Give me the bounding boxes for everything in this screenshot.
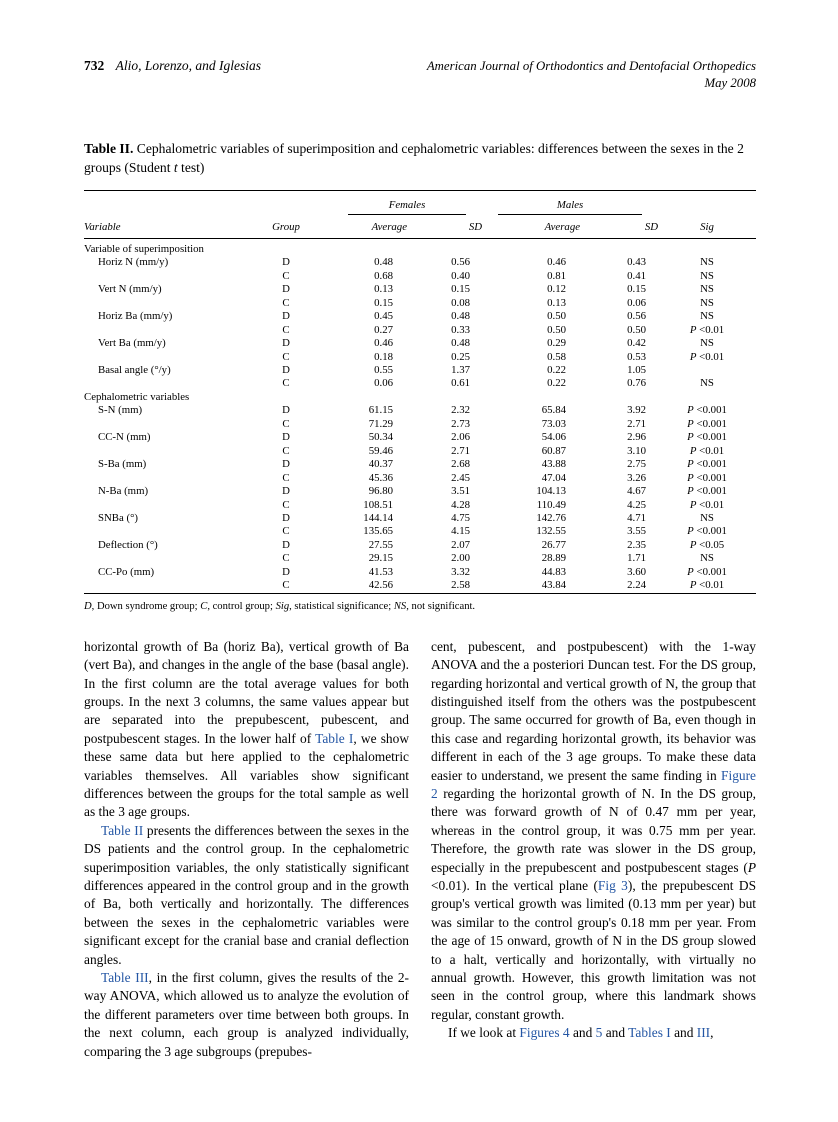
column-header-females-average: Average	[332, 215, 407, 239]
body-paragraph	[431, 1024, 756, 1042]
cell-variable	[84, 579, 240, 593]
females-group-header	[332, 190, 482, 215]
column-header-males-sd: SD	[580, 215, 658, 239]
cell-males-sd: 0.06	[627, 296, 647, 309]
sig-p-symbol: P	[687, 431, 694, 444]
cell-variable: Deflection (°)	[98, 538, 158, 551]
cell-sig: P <0.001	[687, 404, 727, 417]
text-column-right	[431, 638, 756, 1061]
text-run: , in the first column, gives the results of the 2-way ANOVA, which allowed us to analyze the evolution of the different parameters over time between both groups. In the next column, each group is analyzed individually, comparing the 3 age subgroups (prepubes-	[84, 970, 409, 1059]
cell-sig: P <0.01	[689, 498, 725, 511]
section-label: Cephalometric variables	[84, 390, 190, 403]
body-paragraph	[84, 822, 409, 969]
cell-group: C	[282, 444, 290, 457]
cell-females-average: 59.46	[368, 444, 393, 457]
cell-group: C	[282, 296, 290, 309]
table-data-row	[84, 539, 756, 552]
cell-males-average: 132.55	[536, 525, 567, 538]
cell-females-average: 0.13	[374, 283, 393, 296]
sig-p-symbol: P	[687, 471, 694, 484]
cell-females-sd: 3.32	[451, 565, 471, 578]
cell-males-average: 43.84	[541, 579, 567, 592]
table-data-row	[84, 297, 756, 310]
cell-males-average: 60.87	[541, 444, 567, 457]
table-data-row	[84, 324, 756, 337]
cell-females-sd: 0.61	[451, 377, 471, 390]
cell-variable	[84, 472, 240, 485]
cell-females-average: 0.45	[374, 310, 393, 323]
body-paragraph	[84, 638, 409, 822]
cell-group: D	[282, 283, 290, 296]
cell-variable: CC-N (mm)	[98, 431, 151, 444]
column-header-group: Group	[240, 215, 332, 239]
cell-females-sd: 0.15	[451, 283, 471, 296]
cell-males-sd: 0.15	[627, 283, 647, 296]
cell-males-sd: 3.55	[627, 525, 647, 538]
cell-males-average: 54.06	[541, 431, 567, 444]
cell-females-average: 45.36	[368, 471, 393, 484]
cell-females-average: 0.15	[374, 296, 393, 309]
text-run: Sig	[275, 600, 290, 612]
sig-p-symbol: P	[687, 417, 694, 430]
cell-sig: P <0.001	[687, 431, 727, 444]
cell-group: C	[282, 377, 290, 390]
table-data-row	[84, 256, 756, 269]
cell-group: C	[282, 579, 290, 592]
cell-variable: S-Ba (mm)	[98, 458, 147, 471]
cell-variable: Vert Ba (mm/y)	[98, 337, 166, 350]
table-body	[84, 238, 756, 593]
cell-males-average: 0.81	[547, 269, 567, 282]
text-run: ), the prepubescent DS group's vertical growth was limited (0.13 mm per year) but was similar to the control group's 0.18 mm per year. From the age of 15 onward, growth of N in the DS group slowed to a halt, vertically and horizontally, with virtually no annual growth. However, this growth limitation was not seen in the control group, where this landmark shows regular, constant growth.	[431, 878, 757, 1022]
table-data-row	[84, 458, 756, 471]
cell-males-sd: 3.60	[627, 565, 647, 578]
cell-males-sd: 4.25	[627, 498, 647, 511]
cell-females-average: 0.27	[374, 323, 393, 336]
table-footnote	[84, 601, 756, 612]
cross-reference-link[interactable]: 5	[595, 1025, 603, 1041]
column-header-females-sd: SD	[407, 215, 482, 239]
cell-females-average: 96.80	[368, 485, 393, 498]
cell-females-sd: 2.68	[451, 458, 471, 471]
cell-variable	[84, 297, 240, 310]
table-head	[84, 190, 756, 238]
cell-females-sd: 1.37	[451, 364, 471, 377]
cell-males-average: 104.13	[536, 485, 567, 498]
group-header-spacer	[658, 190, 756, 215]
sig-p-symbol: P	[687, 404, 694, 417]
cell-group: D	[282, 364, 290, 377]
cell-variable: Horiz Ba (mm/y)	[98, 310, 173, 323]
cell-sig: P <0.001	[687, 525, 727, 538]
cell-group: C	[282, 498, 290, 511]
cell-variable	[84, 499, 240, 512]
cell-females-sd: 2.07	[451, 538, 471, 551]
table-ii	[84, 190, 756, 594]
table-data-row	[84, 485, 756, 498]
cell-males-sd: 4.67	[627, 485, 647, 498]
section-label: Variable of superimposition	[84, 242, 204, 255]
sig-p-symbol: P	[687, 458, 694, 471]
table-caption	[84, 139, 756, 178]
cell-females-average: 27.55	[368, 538, 393, 551]
table-data-row	[84, 579, 756, 593]
cell-females-sd: 0.33	[451, 323, 471, 336]
sig-p-symbol: P	[687, 525, 694, 538]
cell-males-average: 0.22	[547, 377, 567, 390]
cell-females-average: 50.34	[368, 431, 393, 444]
cell-group: C	[282, 525, 290, 538]
cell-males-sd: 0.43	[627, 256, 647, 269]
running-head	[84, 58, 756, 93]
cell-sig: NS	[700, 269, 714, 282]
cell-variable: Horiz N (mm/y)	[98, 256, 169, 269]
cell-males-sd: 0.56	[627, 310, 647, 323]
cell-males-sd: 1.05	[627, 364, 647, 377]
sig-p-symbol: P	[689, 444, 697, 457]
cell-females-sd: 4.75	[451, 512, 471, 524]
text-run: Cephalometric variables of superimposition and cephalometric variables: differences between the sexes in the 2 groups (Student	[84, 140, 744, 176]
cell-females-sd: 2.06	[451, 431, 471, 444]
cell-females-sd: 4.15	[451, 525, 471, 538]
cell-variable: CC-Po (mm)	[98, 565, 155, 578]
text-run: and	[569, 1025, 596, 1041]
cell-variable: N-Ba (mm)	[98, 485, 149, 498]
table-data-row	[84, 270, 756, 283]
cell-males-average: 26.77	[541, 538, 567, 551]
table-data-row	[84, 566, 756, 579]
cell-sig: P <0.001	[687, 471, 727, 484]
cross-reference-link[interactable]: Table III	[101, 970, 149, 986]
table-section-row	[84, 391, 756, 404]
cross-reference-link[interactable]: Table I	[315, 730, 354, 746]
table-data-row	[84, 512, 756, 525]
cell-group: D	[282, 458, 290, 471]
cell-group: D	[282, 310, 290, 323]
cell-males-sd: 2.24	[627, 579, 647, 592]
running-head-right	[427, 58, 756, 93]
table-data-row	[84, 404, 756, 417]
cell-females-average: 0.18	[374, 350, 393, 363]
cell-sig: P <0.01	[689, 444, 725, 457]
cell-sig: P <0.01	[689, 323, 725, 336]
cell-females-sd: 3.51	[451, 485, 471, 498]
cell-sig: P <0.01	[689, 350, 725, 363]
cell-group: D	[282, 337, 290, 350]
cell-group: C	[282, 269, 290, 282]
column-header-variable: Variable	[84, 215, 240, 239]
sig-p-symbol: P	[689, 538, 697, 551]
cell-males-average: 44.83	[541, 565, 567, 578]
cell-males-sd: 2.75	[627, 458, 647, 471]
cell-females-average: 42.56	[368, 579, 393, 592]
males-group-header	[482, 190, 658, 215]
cell-variable: Basal angle (°/y)	[98, 364, 171, 377]
text-run: regarding the horizontal growth of N. In the DS group, there was forward growth of N of 0.47 mm per year, whereas in the control group, it was 0.75 mm per year. Therefore, the growth rate was slower in the DS group, especially in the prepubescent and postpubescent stages (	[431, 785, 756, 875]
table-header-row	[84, 215, 756, 239]
table-data-row	[84, 310, 756, 323]
cell-sig: NS	[700, 552, 714, 565]
cell-sig: NS	[700, 296, 714, 309]
cell-males-sd: 2.35	[627, 538, 647, 551]
text-run: test)	[177, 160, 205, 176]
sig-p-symbol: P	[687, 485, 694, 498]
cell-males-average: 47.04	[541, 471, 567, 484]
cell-variable	[84, 270, 240, 283]
running-head-left	[84, 58, 261, 74]
text-run: ,	[710, 1025, 714, 1041]
cell-group: C	[282, 471, 290, 484]
cell-sig: P <0.001	[687, 565, 727, 578]
table-group-header-row	[84, 190, 756, 215]
text-run: If we look at	[448, 1025, 520, 1041]
cell-variable: SNBa (°)	[98, 512, 139, 524]
cell-males-sd: 0.42	[627, 337, 647, 350]
cell-females-average: 29.15	[368, 552, 393, 565]
cell-males-sd: 0.41	[627, 269, 647, 282]
cell-males-average: 0.46	[547, 256, 567, 269]
text-run: , Down syndrome group;	[91, 600, 201, 612]
cell-group: C	[282, 323, 290, 336]
cell-males-average: 142.76	[536, 512, 567, 524]
table-data-row	[84, 525, 756, 538]
table-data-row	[84, 337, 756, 350]
cross-reference-link[interactable]: Figure 2	[431, 767, 756, 801]
cell-variable	[84, 324, 240, 337]
cell-females-average: 41.53	[368, 565, 393, 578]
cell-females-sd: 0.56	[451, 256, 471, 269]
group-header-spacer	[84, 190, 332, 215]
cell-males-average: 43.88	[541, 458, 567, 471]
cell-females-average: 0.68	[374, 269, 393, 282]
cell-group: D	[282, 565, 290, 578]
text-run: NS	[393, 600, 407, 612]
cell-females-average: 0.06	[374, 377, 393, 390]
cell-sig: NS	[700, 310, 714, 323]
cell-sig	[658, 364, 756, 377]
cell-females-average: 144.14	[363, 512, 393, 524]
cell-group: D	[282, 256, 290, 269]
cell-females-sd: 2.58	[451, 579, 471, 592]
table-data-row	[84, 499, 756, 512]
caption-label: Table II.	[84, 140, 134, 156]
cell-females-sd: 0.48	[451, 310, 471, 323]
cell-sig: P <0.001	[687, 485, 727, 498]
cell-males-average: 0.50	[547, 323, 567, 336]
sig-p-symbol: P	[689, 350, 697, 363]
cell-sig: NS	[700, 377, 714, 390]
cell-males-sd: 1.71	[627, 552, 647, 565]
cell-males-sd: 3.92	[627, 404, 647, 417]
cross-reference-link[interactable]: Fig 3	[597, 878, 628, 893]
cell-females-sd: 2.45	[451, 471, 471, 484]
table-data-row	[84, 431, 756, 444]
text-run: , not significant.	[406, 600, 476, 612]
cell-males-average: 73.03	[541, 417, 567, 430]
cell-variable	[84, 351, 240, 364]
cell-females-average: 0.55	[374, 364, 393, 377]
article-body	[84, 638, 756, 1061]
cell-females-sd: 2.00	[451, 552, 471, 565]
cell-sig: P <0.001	[687, 417, 727, 430]
cross-reference-link[interactable]: III	[696, 1025, 711, 1041]
cell-females-sd: 0.40	[451, 269, 471, 282]
cell-sig: P <0.05	[689, 538, 725, 551]
cell-variable: S-N (mm)	[98, 404, 143, 417]
cell-males-sd: 0.53	[627, 350, 647, 363]
cell-group: C	[282, 552, 290, 565]
table-data-row	[84, 472, 756, 485]
table-data-row	[84, 364, 756, 377]
cell-females-average: 40.37	[368, 458, 393, 471]
cell-variable	[84, 525, 240, 538]
cell-sig: P <0.001	[687, 458, 727, 471]
cell-variable	[84, 445, 240, 458]
table-data-row	[84, 445, 756, 458]
cell-group: C	[282, 350, 290, 363]
cell-females-average: 0.48	[374, 256, 393, 269]
cell-sig: NS	[700, 512, 714, 524]
cross-reference-link[interactable]: Figures 4	[519, 1025, 570, 1041]
cell-males-sd: 3.10	[627, 444, 647, 457]
text-run: presents the differences between the sexes in the DS patients and the control group. In the cephalometric superimposition variables, the only statistically significant differences appeared in the control group and in the growth of Ba, both vertically and horizontally. The differences between the sexes in the cephalometric variables were significant except for the cranial base and cranial deflection angles.	[84, 822, 409, 967]
cell-males-average: 0.58	[547, 350, 567, 363]
page-number: 732	[84, 58, 105, 73]
text-run: horizontal growth of Ba (horiz Ba), vertical growth of Ba (vert Ba), and changes in the angle of the base (basal angle). In the first column are the total average values for both groups. In the next 3 columns, the same values appear but are separated into the prepubescent, pubescent, and postpubescent stages. In the lower half of	[84, 638, 409, 746]
text-run: , control group;	[207, 600, 276, 612]
cell-group: D	[282, 512, 290, 524]
sig-p-symbol: P	[689, 579, 697, 592]
cell-group: D	[282, 538, 290, 551]
females-header-label: Females	[348, 199, 466, 215]
sig-p-symbol: P	[687, 565, 694, 578]
cell-females-sd: 0.08	[451, 296, 471, 309]
cell-females-average: 108.51	[363, 498, 393, 511]
issue-date: May 2008	[704, 76, 756, 91]
cell-females-sd: 2.32	[451, 404, 471, 417]
cell-group: D	[282, 404, 290, 417]
text-run: , statistical significance;	[289, 600, 394, 612]
table-data-row	[84, 377, 756, 390]
column-header-sig: Sig	[658, 215, 756, 239]
cell-males-sd: 2.71	[627, 417, 647, 430]
cell-females-sd: 4.28	[451, 498, 471, 511]
sig-p-symbol: P	[689, 498, 697, 511]
cell-males-average: 0.29	[547, 337, 567, 350]
sig-p-symbol: P	[689, 323, 697, 336]
text-run: and	[670, 1025, 697, 1041]
cell-males-average: 0.22	[547, 364, 567, 377]
cross-reference-link[interactable]: Tables I	[628, 1025, 671, 1041]
text-run: C	[200, 600, 208, 612]
column-header-males-average: Average	[482, 215, 580, 239]
text-run: and	[602, 1025, 629, 1041]
cell-females-average: 61.15	[368, 404, 393, 417]
cell-group: D	[282, 431, 290, 444]
cell-variable	[84, 418, 240, 431]
cell-males-average: 0.13	[547, 296, 567, 309]
cross-reference-link[interactable]: Table II	[101, 822, 144, 838]
cell-males-average: 65.84	[541, 404, 567, 417]
cell-males-sd: 3.26	[627, 471, 647, 484]
cell-females-sd: 2.71	[451, 444, 471, 457]
cell-males-sd: 4.71	[627, 512, 647, 524]
cell-females-average: 0.46	[374, 337, 393, 350]
cell-males-sd: 0.50	[627, 323, 647, 336]
table-data-row	[84, 283, 756, 296]
cell-males-sd: 2.96	[627, 431, 647, 444]
cell-sig: NS	[700, 256, 714, 269]
text-run: , we show these same data but here applied to the cephalometric variables themselves. All variables show significant differences between the groups for the total sample as well as the 3 age groups.	[84, 730, 409, 820]
cell-sig: P <0.01	[689, 579, 725, 592]
cell-sig: NS	[700, 283, 714, 296]
cell-females-sd: 0.25	[451, 350, 471, 363]
cell-variable	[84, 377, 240, 390]
body-paragraph	[431, 638, 756, 1025]
cell-sig: NS	[700, 337, 714, 350]
text-column-left	[84, 638, 409, 1061]
table-section-row	[84, 238, 756, 256]
cell-females-sd: 0.48	[451, 337, 471, 350]
text-run: D	[84, 600, 92, 612]
cell-females-average: 71.29	[368, 417, 393, 430]
cell-group: D	[282, 485, 290, 498]
cell-males-average: 28.89	[541, 552, 567, 565]
running-authors: Alio, Lorenzo, and Iglesias	[115, 58, 262, 73]
body-paragraph	[84, 969, 409, 1061]
males-header-label: Males	[498, 199, 642, 215]
cell-group: C	[282, 417, 290, 430]
cell-variable: Vert N (mm/y)	[98, 283, 162, 296]
text-run: cent, pubescent, and postpubescent) with the 1-way ANOVA and the a posteriori Duncan test. For the DS group, regarding horizontal and vertical growth of N, the group that distinguished itself from the others was the postpubescent group. The same occurred for growth of Ba, even though in this case and regarding horizontal growth, its behavior was different in each of the 3 age groups. To make these data easier to understand, we present the same finding in	[431, 638, 756, 783]
text-run: <0.01). In the vertical plane (	[431, 878, 598, 893]
cell-males-sd: 0.76	[627, 377, 647, 390]
cell-variable	[84, 552, 240, 565]
table-data-row	[84, 552, 756, 565]
journal-title: American Journal of Orthodontics and Dentofacial Orthopedics	[426, 59, 756, 73]
table-data-row	[84, 418, 756, 431]
cell-females-sd: 2.73	[451, 417, 471, 430]
cell-males-average: 110.49	[536, 498, 567, 511]
cell-females-average: 135.65	[363, 525, 393, 538]
cell-males-average: 0.12	[547, 283, 567, 296]
table-data-row	[84, 351, 756, 364]
text-run: t	[173, 160, 178, 176]
text-run: P	[747, 859, 756, 875]
cell-males-average: 0.50	[547, 310, 567, 323]
